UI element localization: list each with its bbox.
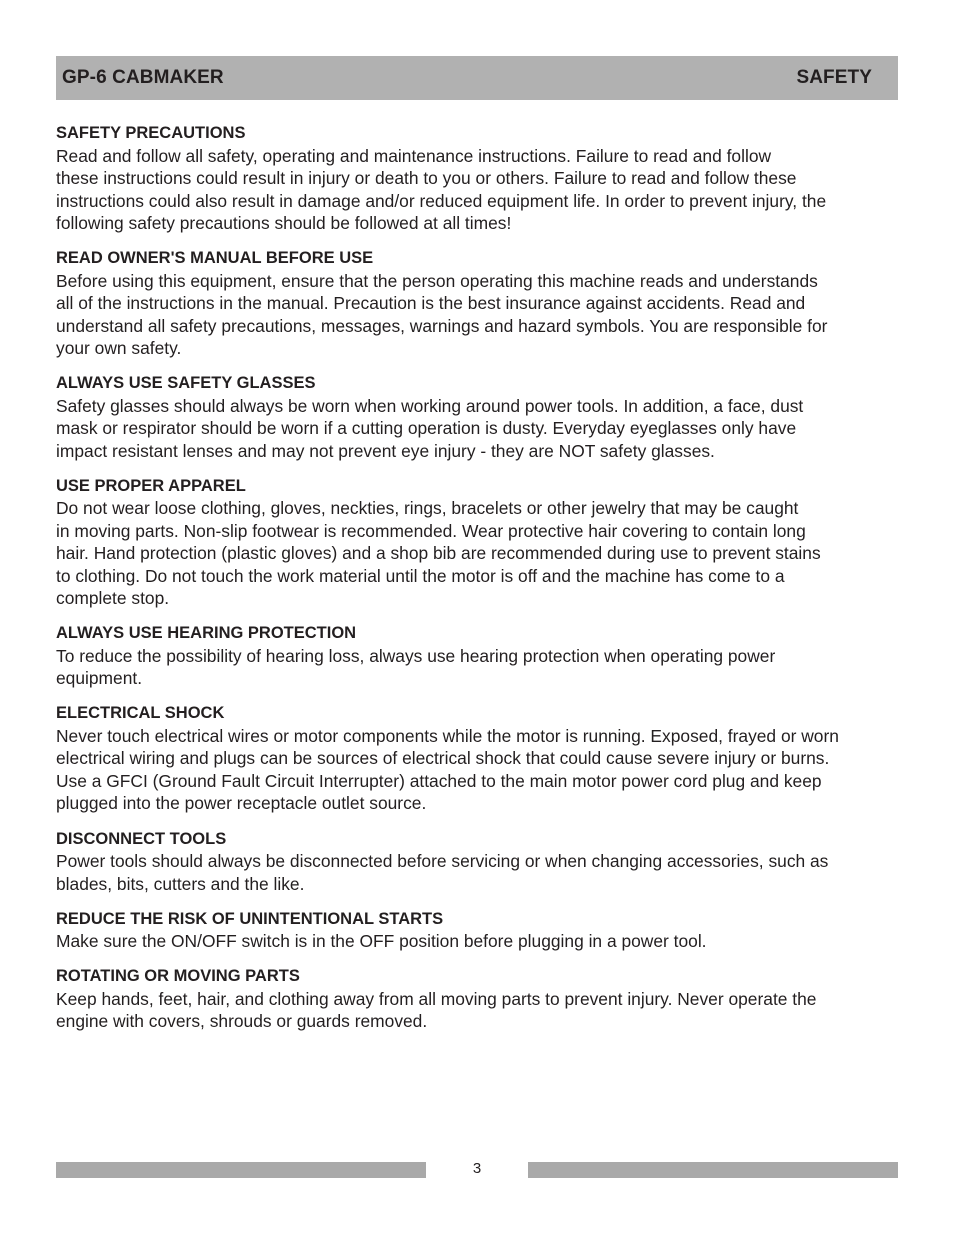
safety-section xyxy=(56,828,906,896)
section-body xyxy=(56,988,906,1033)
section-heading: DISCONNECT TOOLS xyxy=(56,829,227,848)
safety-section xyxy=(56,372,906,462)
section-heading: ROTATING OR MOVING PARTS xyxy=(56,967,300,986)
body-line: Use a GFCI (Ground Fault Circuit Interrupter) attached to the main motor power cord plug and keep xyxy=(56,770,822,791)
footer-bar-right xyxy=(528,1162,898,1178)
safety-section xyxy=(56,122,906,235)
safety-content xyxy=(56,122,906,1045)
body-line: these instructions could result in injury or death to you or others. Failure to read and follow these xyxy=(56,168,797,188)
section-heading: ELECTRICAL SHOCK xyxy=(56,704,225,723)
footer-bar-left xyxy=(56,1162,426,1178)
section-body xyxy=(56,145,906,235)
body-line: impact resistant lenses and may not prevent eye injury - they are NOT safety glasses. xyxy=(56,440,715,461)
body-line: hair. Hand protection (plastic gloves) and a shop bib are recommended during use to prevent stains xyxy=(56,543,821,564)
safety-section xyxy=(56,965,906,1033)
page-header-bar xyxy=(56,56,898,100)
body-line: complete stop. xyxy=(56,588,170,609)
body-line: blades, bits, cutters and the like. xyxy=(56,873,305,894)
section-heading: ALWAYS USE SAFETY GLASSES xyxy=(56,374,316,393)
body-line: To reduce the possibility of hearing loss, always use hearing protection when operating power xyxy=(56,645,776,666)
body-line: your own safety. xyxy=(56,338,182,359)
body-line: plugged into the power receptacle outlet source. xyxy=(56,793,427,814)
section-title: SAFETY xyxy=(796,67,872,88)
body-line: in moving parts. Non-slip footwear is recommended. Wear protective hair covering to contain long xyxy=(56,520,806,541)
body-line: Make sure the ON/OFF switch is in the OFF position before plugging in a power tool. xyxy=(56,931,707,952)
body-line: to clothing. Do not touch the work material until the motor is off and the machine has come to a xyxy=(56,565,785,586)
document-title: GP-6 CABMAKER xyxy=(62,67,224,88)
body-line: Power tools should always be disconnected before servicing or when changing accessories, such as xyxy=(56,851,829,872)
body-line: Read and follow all safety, operating and maintenance instructions. Failure to read and follow xyxy=(56,145,772,166)
section-body xyxy=(56,645,906,690)
body-line: electrical wiring and plugs can be sources of electrical shock that could cause severe injury or burns. xyxy=(56,748,830,769)
section-body xyxy=(56,270,906,360)
body-line: understand all safety precautions, messages, warnings and hazard symbols. You are responsible for xyxy=(56,315,828,336)
body-line: equipment. xyxy=(56,668,143,689)
safety-section xyxy=(56,908,906,953)
body-line: following safety precautions should be followed at all times! xyxy=(56,213,512,233)
section-heading: USE PROPER APPAREL xyxy=(56,476,246,495)
section-heading: REDUCE THE RISK OF UNINTENTIONAL STARTS xyxy=(56,909,444,928)
body-line: mask or respirator should be worn if a cutting operation is dusty. Everyday eyeglasses only have xyxy=(56,418,797,439)
body-line: Before using this equipment, ensure that the person operating this machine reads and understands xyxy=(56,270,818,291)
body-line: Safety glasses should always be worn when working around power tools. In addition, a face, dust xyxy=(56,395,804,416)
safety-section xyxy=(56,622,906,690)
body-line: Never touch electrical wires or motor components while the motor is running. Exposed, frayed or worn xyxy=(56,725,839,746)
body-line: all of the instructions in the manual. Precaution is the best insurance against accidents. Read and xyxy=(56,293,806,314)
section-body xyxy=(56,497,906,610)
body-line: Keep hands, feet, hair, and clothing away from all moving parts to prevent injury. Never operate the xyxy=(56,988,817,1009)
safety-section xyxy=(56,247,906,360)
safety-section xyxy=(56,702,906,815)
body-line: engine with covers, shrouds or guards removed. xyxy=(56,1011,428,1032)
section-body xyxy=(56,930,906,953)
section-body xyxy=(56,850,906,895)
section-heading: ALWAYS USE HEARING PROTECTION xyxy=(56,624,357,643)
section-heading: SAFETY PRECAUTIONS xyxy=(56,124,246,142)
body-line: instructions could also result in damage and/or reduced equipment life. In order to prevent injury, the xyxy=(56,190,827,211)
section-body xyxy=(56,395,906,463)
section-heading: READ OWNER'S MANUAL BEFORE USE xyxy=(56,249,374,268)
body-line: Do not wear loose clothing, gloves, neckties, rings, bracelets or other jewelry that may be caught xyxy=(56,498,799,519)
safety-section xyxy=(56,475,906,610)
section-body xyxy=(56,725,906,815)
page-number: 3 xyxy=(472,1160,482,1177)
